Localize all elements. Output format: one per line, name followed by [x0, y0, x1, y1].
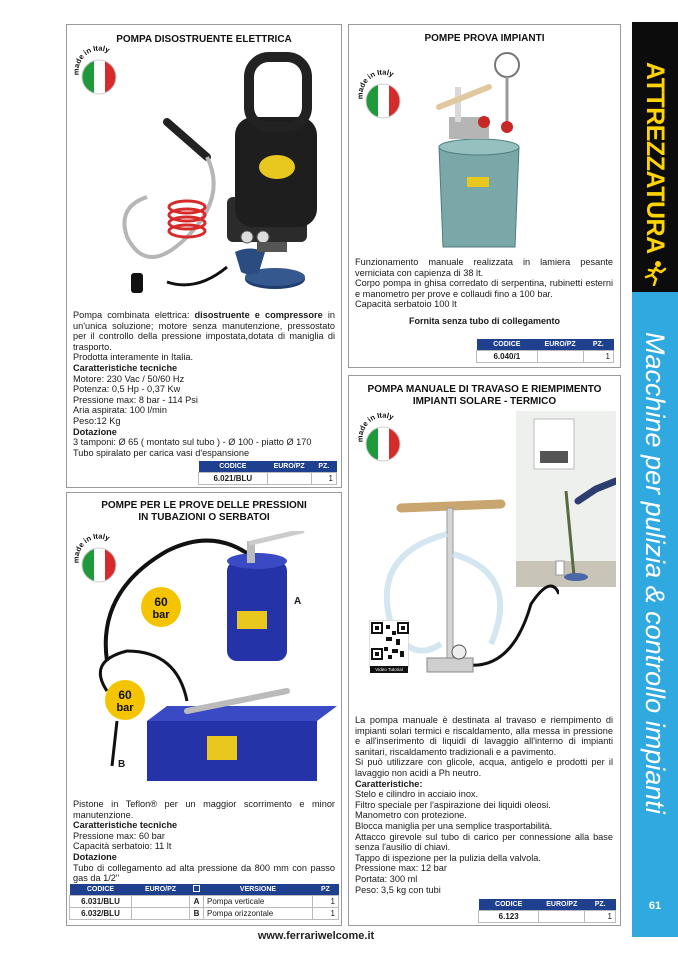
tech-item: Peso: 3,5 kg con tubi [355, 884, 441, 895]
runner-icon [642, 260, 668, 286]
label-b: B [118, 759, 126, 770]
qr-code-icon [370, 621, 410, 661]
table-row [70, 907, 339, 919]
badge-value: 60 [118, 688, 132, 702]
title-line: IMPIANTI SOLARE - TERMICO [412, 396, 557, 407]
equipment-heading: Dotazione [73, 851, 117, 862]
desc-text: Si può utilizzare con glicole, acqua, antigelo e prodotti per il lavaggio non acidi a Ph neutro. [355, 757, 613, 778]
equipment-item: Tubo spiralato per carica vasi d'espansione [73, 447, 250, 458]
col-pz: PZ. [311, 461, 336, 472]
desc-text: in un'unica soluzione; motore senza manutenzione, pressostato per il controllo della pressione impostata,dotata di maniglia di trasporto. [73, 310, 335, 352]
tech-item: Portata: 300 ml [355, 873, 418, 884]
tech-item: Stelo e cilindro in acciaio inox. [355, 789, 479, 800]
pressure-badge [103, 678, 147, 722]
table-row [479, 910, 616, 922]
desc-text: Corpo pompa in ghisa corredato di serpentina, rubinetti esterni e manometro per prove e collaudi fino a 100 bar. [355, 278, 613, 299]
tech-heading: Caratteristiche tecniche [73, 362, 178, 373]
tech-item: Pressione max: 8 bar - 114 Psi [73, 394, 198, 405]
cell-version-letter: A [190, 895, 204, 907]
cell-pz: 1 [313, 895, 339, 907]
badge-unit: bar [152, 609, 170, 621]
code-table [69, 884, 339, 920]
cell-code: 6.021/BLU [199, 472, 268, 484]
col-codice: CODICE [199, 461, 268, 472]
pressure-badge [139, 585, 183, 629]
tech-item: Peso:12 Kg [73, 415, 121, 426]
tech-item: Pressione max: 60 bar [73, 830, 165, 841]
desc-text: Funzionamento manuale realizzata in lamiera pesante verniciata con capienza di 38 lt. [355, 257, 613, 278]
product-box-electric-pump [66, 24, 342, 488]
product-note: Fornita senza tubo di collegamento [408, 316, 560, 326]
footer-website-link[interactable]: www.ferrariwelcome.it [257, 930, 375, 942]
tech-heading: Caratteristiche tecniche [73, 820, 178, 831]
col-codice: CODICE [479, 899, 539, 910]
product-title: POMPE PROVA IMPIANTI [424, 33, 545, 44]
desc-text: Pistone in Teflon® per un maggior scorrimento e minor manutenzione. [73, 799, 335, 820]
col-euro: EURO/PZ [539, 899, 585, 910]
tech-item: Aria aspirata: 100 l/min [73, 405, 167, 416]
badge-value: 60 [154, 595, 168, 609]
tech-item: Motore: 230 Vac / 50/60 Hz [73, 373, 185, 384]
pressure-pumps-image [87, 531, 337, 786]
col-version-letter [190, 884, 204, 895]
square-icon [193, 885, 200, 892]
col-euro: EURO/PZ [267, 461, 311, 472]
tech-item: Filtro speciale per l'aspirazione dei liquidi oleosi. [355, 799, 551, 810]
tech-item: Tappo di ispezione per la pulizia della valvola. [355, 852, 541, 863]
table-row [70, 895, 339, 907]
made-in-italy-icon [355, 412, 411, 468]
equipment-item: 3 tamponi: Ø 65 ( montato sul tubo ) - Ø 100 - piatto Ø 170 [73, 437, 312, 448]
cell-euro [132, 895, 190, 907]
product-description [73, 310, 335, 458]
col-pz: PZ. [585, 899, 616, 910]
cell-code: 6.040/1 [477, 350, 538, 362]
tech-heading: Caratteristiche: [355, 778, 423, 789]
cell-euro [539, 910, 585, 922]
cell-code: 6.032/BLU [70, 907, 132, 919]
cell-euro [132, 907, 190, 919]
sidebar [632, 22, 678, 937]
tech-item: Blocca maniglia per una semplice trasportabilità. [355, 820, 553, 831]
product-description [73, 799, 335, 884]
flag-text: made in Italy [71, 533, 111, 564]
title-line: POMPA MANUALE DI TRAVASO E RIEMPIMENTO [367, 384, 602, 395]
cell-euro [267, 472, 311, 484]
product-description [355, 715, 613, 895]
cell-pz: 1 [311, 472, 336, 484]
cell-version: Pompa orizzontale [204, 907, 313, 919]
sidebar-section-title: Macchine per pulizia & controllo impianti [640, 332, 670, 814]
page-number: 61 [648, 900, 662, 912]
desc-text: Prodotta interamente in Italia. [73, 352, 194, 363]
tech-item: Potenza: 0,5 Hp - 0,37 Kw [73, 384, 181, 395]
desc-text: La pompa manuale è destinata al travaso e riempimento di impianti solari termici e riscaldamento, alla messa in pressione e all'inserimento di liquidi di lavaggio all'interno di impianti sanitari, riscaldamento tradizionali e a pavimento. [355, 715, 613, 757]
product-description [355, 257, 613, 310]
product-box-solar-pump [348, 375, 621, 926]
cell-pz: 1 [585, 910, 616, 922]
qr-label: Video Tutorial [370, 666, 408, 673]
tech-item: Attacco girevole sul tubo di carico per connessione alla base senza l'ausilio di chiavi. [355, 831, 613, 853]
equipment-heading: Dotazione [73, 426, 117, 437]
made-in-italy-icon [355, 69, 411, 125]
tech-item: Manometro con protezione. [355, 810, 467, 821]
tech-item: Pressione max: 12 bar [355, 863, 447, 874]
desc-text: Pompa combinata elettrica: [73, 310, 195, 320]
electric-pump-image [107, 47, 327, 297]
flag-text: made in Italy [355, 69, 395, 100]
col-euro: EURO/PZ [537, 339, 583, 350]
code-table [478, 899, 616, 923]
cell-pz: 1 [583, 350, 613, 362]
product-title [349, 384, 620, 408]
col-euro: EURO/PZ [132, 884, 190, 895]
equipment-item: Tubo di collegamento ad alta pressione da 800 mm con passo gas da 1/2" [73, 862, 335, 884]
col-codice: CODICE [477, 339, 538, 350]
table-row [477, 350, 614, 362]
col-pz: PZ [313, 884, 339, 895]
desc-bold: disostruente e compressore [194, 310, 323, 320]
col-codice: CODICE [70, 884, 132, 895]
cell-code: 6.123 [479, 910, 539, 922]
col-versione: VERSIONE [204, 884, 313, 895]
badge-unit: bar [116, 702, 134, 714]
title-line: IN TUBAZIONI O SERBATOI [138, 512, 270, 523]
product-title: POMPA DISOSTRUENTE ELETTRICA [116, 34, 292, 45]
product-box-pressure-pumps [66, 492, 342, 926]
flag-text: made in Italy [355, 412, 395, 443]
sidebar-section-band [632, 292, 678, 937]
code-table [198, 461, 337, 485]
tech-item: Capacità serbatoio: 11 lt [73, 841, 172, 852]
title-line: POMPE PER LE PROVE DELLE PRESSIONI [101, 500, 307, 511]
product-title [67, 500, 341, 524]
code-table [476, 339, 614, 363]
label-a: A [294, 596, 302, 607]
desc-text: Capacità serbatoio 100 lt [355, 299, 457, 310]
sidebar-category-title: ATTREZZATURA [641, 62, 669, 254]
cell-pz: 1 [313, 907, 339, 919]
product-box-test-pump [348, 24, 621, 368]
cell-version: Pompa verticale [204, 895, 313, 907]
cell-code: 6.031/BLU [70, 895, 132, 907]
table-row [199, 472, 337, 484]
col-pz: PZ. [583, 339, 613, 350]
qr-code[interactable] [369, 620, 409, 672]
test-pump-image [429, 47, 529, 257]
cell-euro [537, 350, 583, 362]
cell-version-letter: B [190, 907, 204, 919]
flag-text: made in Italy [71, 45, 111, 76]
